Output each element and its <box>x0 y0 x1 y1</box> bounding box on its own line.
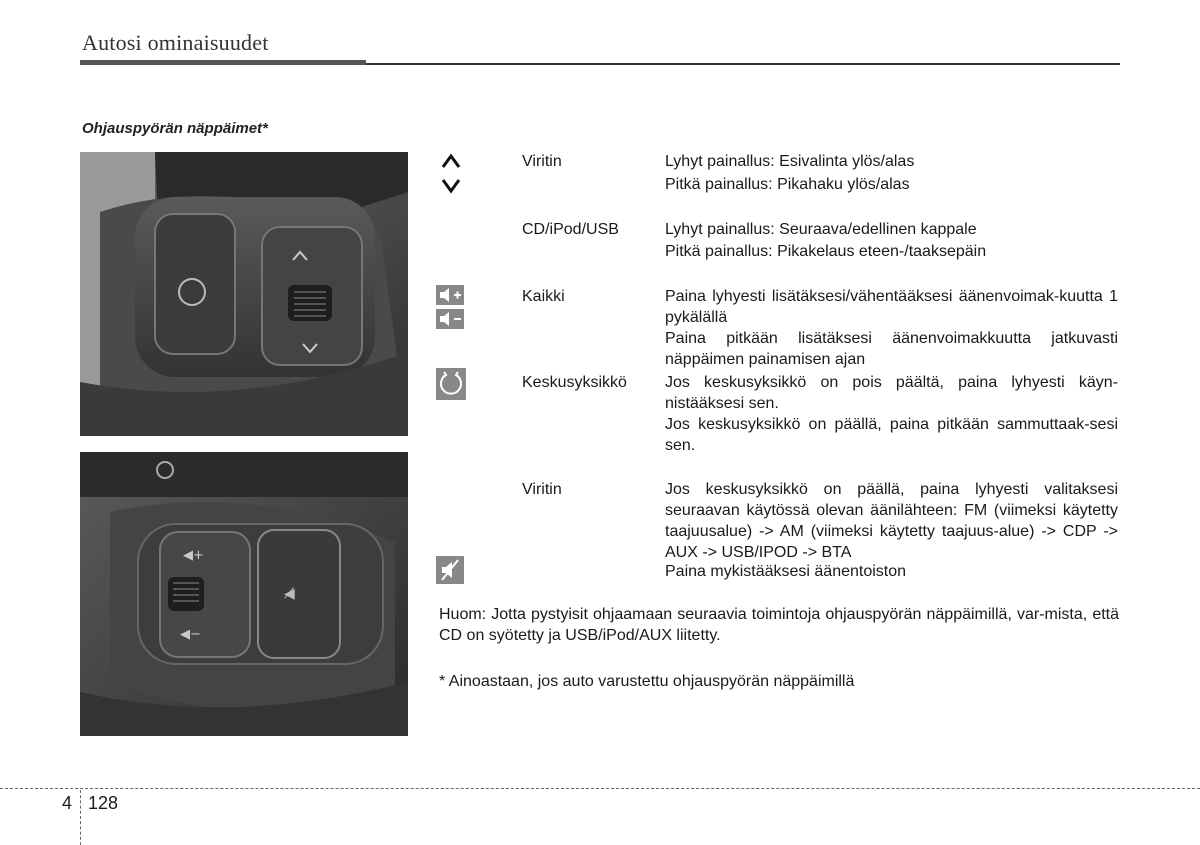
steering-wheel-photo-right <box>80 152 408 436</box>
row-desc-cd-line-1: Lyhyt painallus: Seuraava/edellinen kappale <box>665 221 977 238</box>
row-desc-all-line-2: Paina pitkään lisätäksesi äänenvoimakkuutta jatkuvasti näppäimen painamisen ajan <box>665 330 1118 368</box>
row-desc-tuner-line-2: Pitkä painallus: Pikahaku ylös/alas <box>665 176 910 193</box>
row-desc-tuner-2: Jos keskusyksikkö on päällä, paina lyhyesti valitaksesi seuraavan käytössä olevan äänilähteen: FM (viimeksi käytetty taajuusalue) -> AM (viimeksi käytetty taajuus-alue) -> CDP -> AUX -> USB/IPOD -> BTA <box>665 481 1118 561</box>
steering-wheel-photo-left <box>80 452 408 736</box>
row-label-head-unit: Keskusyksikkö <box>522 374 627 391</box>
row-label-all: Kaikki <box>522 288 565 305</box>
footer-dashed-rule <box>0 788 1200 789</box>
chevron-up-icon <box>440 153 462 169</box>
footnote: * Ainoastaan, jos auto varustettu ohjauspyörän näppäimillä <box>439 673 855 690</box>
header-rule-thin <box>366 63 1120 65</box>
note-paragraph: Huom: Jotta pystyisit ohjaamaan seuraavia toimintoja ohjauspyörän näppäimillä, var-mista, että CD on syötetty ja USB/iPod/AUX liitetty. <box>439 606 1119 644</box>
svg-text:◀̸: ◀̸ <box>284 586 295 602</box>
row-desc-head-unit-line-2: Jos keskusyksikkö on päällä, paina pitkään sammuttaak-sesi sen. <box>665 416 1118 454</box>
footer-section-number: 4 <box>62 793 73 813</box>
page-header-title: Autosi ominaisuudet <box>82 30 269 55</box>
footer-vertical-dashed-rule <box>80 790 81 845</box>
header-rule-thick <box>80 60 366 65</box>
svg-text:◀+: ◀+ <box>183 548 204 563</box>
row-label-tuner: Viritin <box>522 153 562 170</box>
volume-up-icon <box>436 285 464 305</box>
row-desc-all-line-1: Paina lyhyesti lisätäksesi/vähentääksesi äänenvoimak-kuutta 1 pykälällä <box>665 288 1118 326</box>
chevron-down-icon <box>440 178 462 194</box>
power-mode-icon <box>436 368 466 400</box>
footer-page-number: 128 <box>88 793 119 813</box>
row-label-cd-ipod-usb: CD/iPod/USB <box>522 221 619 238</box>
section-title: Ohjauspyörän näppäimet* <box>82 120 268 137</box>
volume-down-icon <box>436 309 464 329</box>
row-desc-head-unit-line-1: Jos keskusyksikkö on pois päältä, paina lyhyesti käyn-nistääksesi sen. <box>665 374 1118 412</box>
row-desc-mute: Paina mykistääksesi äänentoiston <box>665 563 907 580</box>
mute-icon <box>436 556 464 584</box>
row-desc-tuner-line-1: Lyhyt painallus: Esivalinta ylös/alas <box>665 153 915 170</box>
svg-text:◀−: ◀− <box>180 627 201 642</box>
row-label-tuner-2: Viritin <box>522 481 562 498</box>
row-desc-cd-line-2: Pitkä painallus: Pikakelaus eteen-/taaksepäin <box>665 243 987 260</box>
